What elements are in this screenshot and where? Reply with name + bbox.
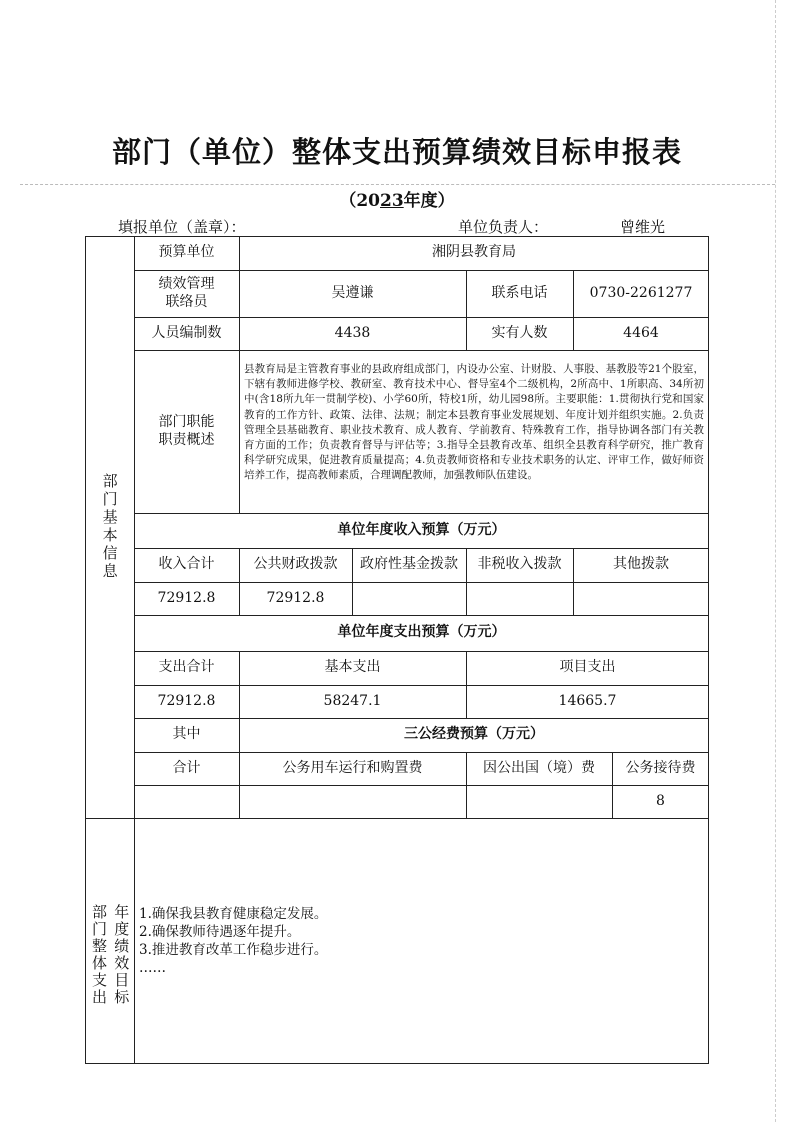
goals-label-col1: 部门整体支出 [90,904,108,1006]
sangong-total-value [134,785,239,818]
income-col-total: 收入合计 [158,556,215,573]
page-title: 部门（单位）整体支出预算绩效目标申报表 [111,135,682,169]
section-basic-info: 部门基本信息 [100,473,119,581]
unit-head-name: 曾维光 [620,218,666,236]
year-close: 年度） [403,191,455,211]
sangong-col-reception: 公务接待费 [625,759,696,776]
expense-col-total: 支出合计 [158,659,215,676]
annual-goals-list [139,905,327,977]
budget-unit-label: 预算单位 [158,244,215,261]
phone-label: 联系电话 [491,284,548,301]
income-heading: 单位年度收入预算（万元） [337,521,506,538]
income-public-value: 72912.8 [266,589,325,606]
sangong-col-abroad: 因公出国（境）费 [483,759,595,776]
among-label: 其中 [172,726,201,743]
scan-dash-line [20,184,775,185]
actual-staff-value: 4464 [623,324,659,341]
phone-value: 0730-2261277 [589,284,693,301]
goal-item: 3.推进教育改革工作稳步进行。 [139,942,328,958]
income-col-fund: 政府性基金拨款 [360,556,458,573]
income-nontax-value [466,582,573,615]
goals-label-col2: 年度绩效目标 [112,904,131,1006]
sangong-vehicle-value [239,785,466,818]
section-annual-goals [88,880,132,1030]
contact-value: 吴遵谦 [331,284,374,301]
sangong-reception-value: 8 [656,792,665,809]
income-col-nontax: 非税收入拨款 [477,556,562,573]
expense-heading: 单位年度支出预算（万元） [337,624,506,641]
sangong-col-vehicle: 公务用车运行和购置费 [282,759,423,776]
goal-item: 2.确保教师待遇逐年提升。 [139,924,301,940]
expense-project-value: 14665.7 [558,692,617,709]
year-open: （20 [339,191,380,211]
sangong-heading: 三公经费预算（万元） [404,726,544,743]
actual-staff-label: 实有人数 [491,324,548,341]
duty-description: 县教育局是主管教育事业的县政府组成部门，内设办公室、计财股、人事股、基教股等21个股室，下辖有教师进修学校、教研室、教育技术中心、督导室4个二级机构，2所高中、1所职高、34所初中(含18所九年一贯制学校)、小学60所，特校1所，幼儿园98所。主要职能：1.贯彻执行党和国家教育的工作方针、政策、法律、法规；制定本县教育事业发展规划、年度计划并组织实施。2.负责管理全县基础教育、职业技术教育、成人教育、学前教育、特殊教育工作，指导协调各部门有关教育方面的工作；负责教育督导与评估等；3.指导全县教育改革、组织全县教育科学研究，推广教育科学研究成果，促进教育质量提高；4.负责教师资格和专业技术职务的认定、评审工作，做好师资培养工作，提高教师素质，合理调配教师，加强教师队伍建设。 [244,363,704,482]
goal-item: 1.确保我县教育健康稳定发展。 [139,906,328,922]
staff-quota-value: 4438 [334,324,371,341]
sangong-col-total: 合计 [172,759,201,776]
goal-item: …… [139,960,166,976]
staff-quota-label: 人员编制数 [151,324,222,341]
income-other-value [573,582,709,615]
duty-label: 部门职能职责概述 [158,414,215,448]
income-col-public: 公共财政拨款 [253,556,338,573]
sangong-abroad-value [466,785,612,818]
grid-line [85,818,709,819]
expense-basic-value: 58247.1 [323,692,382,709]
fill-unit-label: 填报单位（盖章）： [118,218,246,236]
income-fund-value [352,582,466,615]
income-col-other: 其他拨款 [613,556,669,573]
expense-col-project: 项目支出 [559,659,616,676]
contact-label: 绩效管理联络员 [158,276,215,310]
unit-head-label: 单位负责人： [458,218,549,236]
expense-col-basic: 基本支出 [324,659,381,676]
expense-total-value: 72912.8 [157,692,216,709]
year-value: 23 [380,191,404,211]
budget-unit-value: 湘阴县教育局 [432,244,516,261]
fiscal-year [0,186,794,211]
income-total-value: 72912.8 [157,589,216,606]
